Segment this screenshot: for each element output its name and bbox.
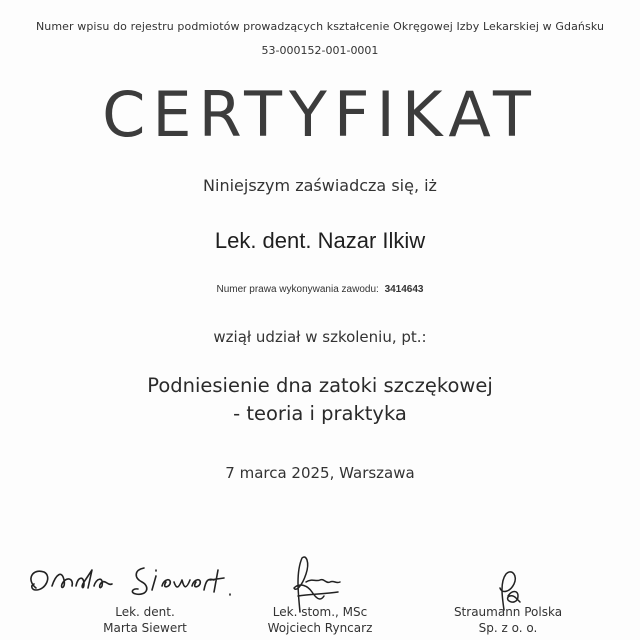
license-label: Numer prawa wykonywania zawodu: <box>216 284 379 295</box>
license-number: 3414643 <box>384 284 424 295</box>
intro-text: Niniejszym zaświadcza się, iż <box>203 176 437 195</box>
signatory-3-role: Straumann Polska <box>453 605 563 619</box>
certificate-title: CERTYFIKAT <box>102 78 538 151</box>
signatory-3 <box>418 604 598 636</box>
signatory-2 <box>230 604 410 636</box>
signatory-1 <box>55 604 235 636</box>
signature-marta-siewert <box>22 556 232 606</box>
registry-number: 53-000152-001-0001 <box>261 44 379 57</box>
signatory-3-name: Sp. z o. o. <box>478 621 538 635</box>
signatory-1-role: Lek. dent. <box>115 605 175 619</box>
course-title <box>0 372 640 428</box>
recipient-name: Lek. dent. Nazar Ilkiw <box>214 228 426 253</box>
signatory-1-name: Marta Siewert <box>103 621 187 635</box>
course-title-line-1: Podniesienie dna zatoki szczękowej <box>147 374 493 397</box>
date-place: 7 marca 2025, Warszawa <box>225 464 415 482</box>
license-line <box>0 284 640 295</box>
signatory-2-name: Wojciech Ryncarz <box>267 621 373 635</box>
course-title-line-2: - teoria i praktyka <box>233 402 407 425</box>
registry-note: Numer wpisu do rejestru podmiotów prowadzących kształcenie Okręgowej Izby Lekarskiej w Gdańsku <box>35 20 605 33</box>
signatory-2-role: Lek. stom., MSc <box>272 605 368 619</box>
participation-text: wziął udział w szkoleniu, pt.: <box>213 328 427 346</box>
